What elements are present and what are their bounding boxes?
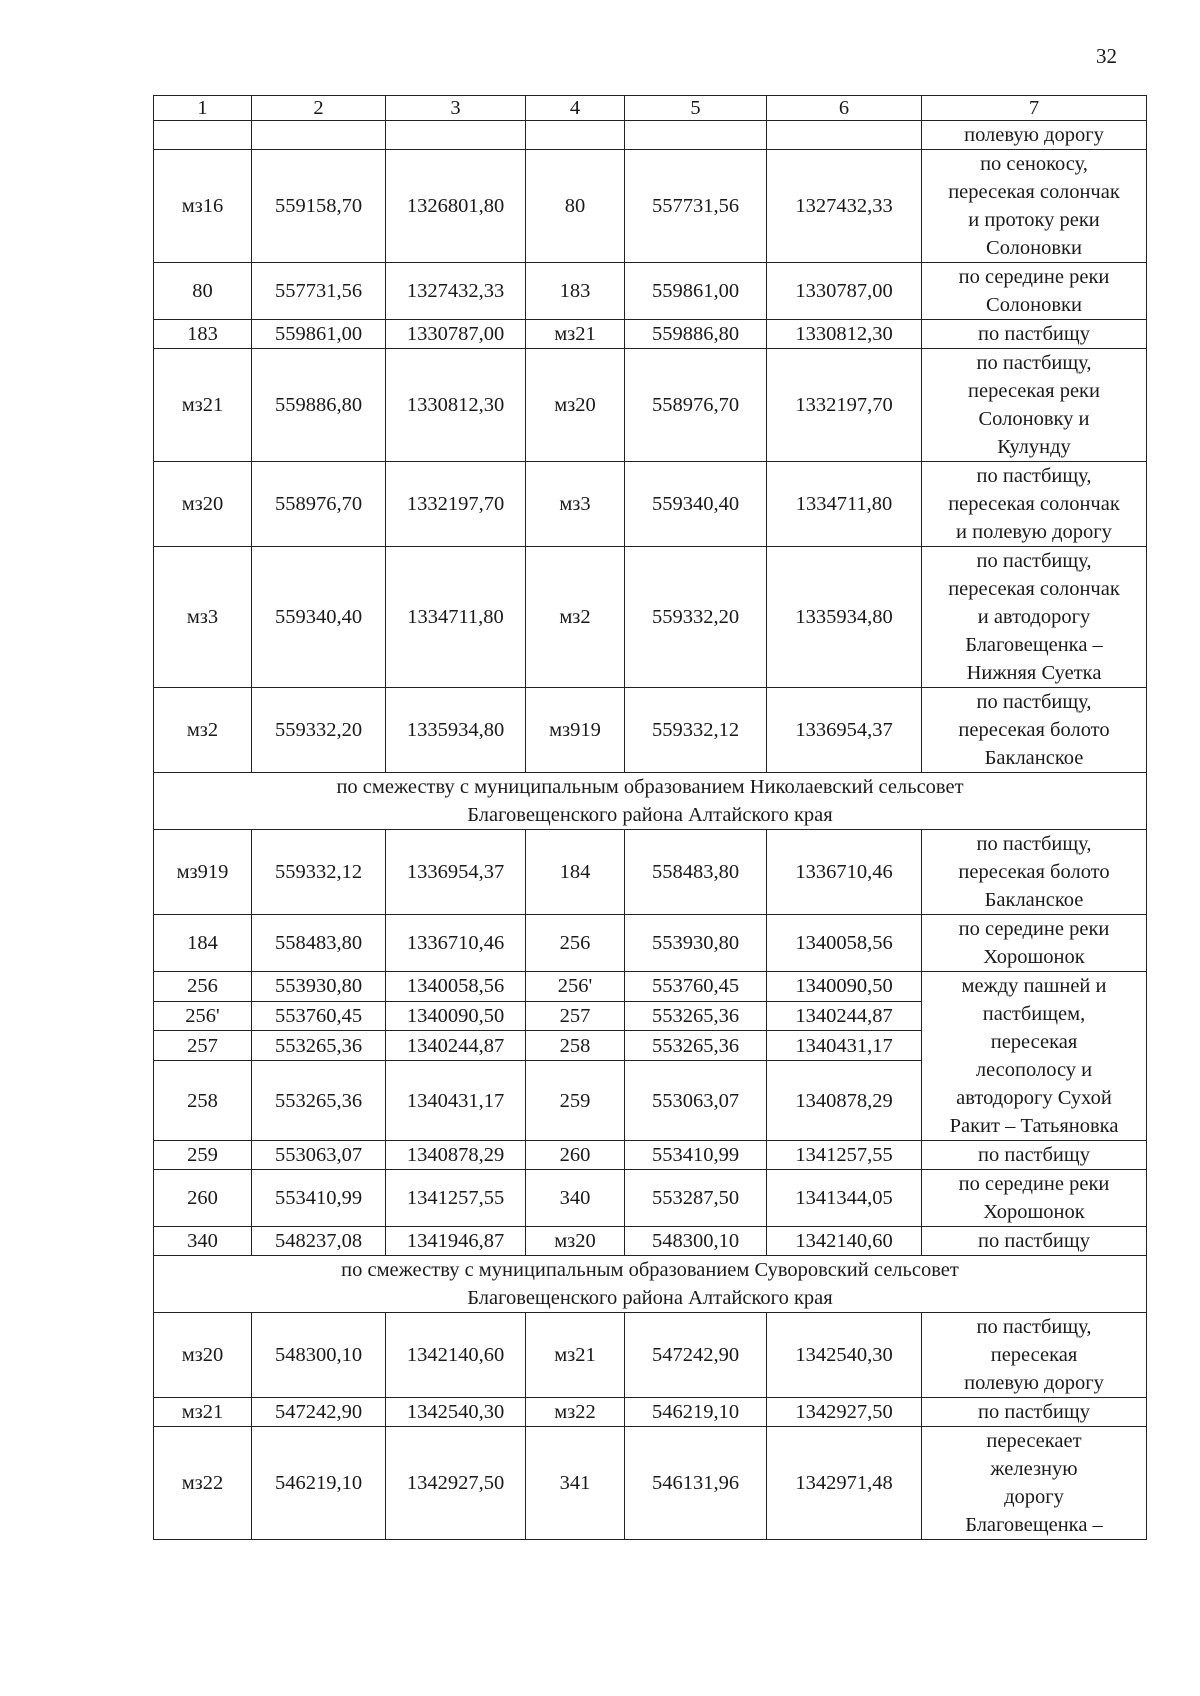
y-from-cell: 1334711,80 — [386, 547, 526, 688]
y-from-cell — [386, 121, 526, 150]
point-to-cell: 258 — [526, 1031, 625, 1061]
y-from-cell: 1340878,29 — [386, 1141, 526, 1170]
point-to-cell: 257 — [526, 1001, 625, 1031]
point-from-cell: мз2 — [154, 688, 252, 773]
description-cell: по пастбищу — [922, 1141, 1147, 1170]
x-from-cell: 553410,99 — [252, 1170, 386, 1227]
x-to-cell: 559861,00 — [625, 263, 767, 320]
x-from-cell: 553265,36 — [252, 1031, 386, 1061]
description-cell: по пастбищу — [922, 320, 1147, 349]
y-to-cell: 1342971,48 — [767, 1427, 922, 1540]
table-row — [154, 1427, 1147, 1540]
x-to-cell: 558976,70 — [625, 349, 767, 462]
y-from-cell: 1336710,46 — [386, 915, 526, 972]
y-from-cell: 1335934,80 — [386, 688, 526, 773]
y-from-cell: 1340431,17 — [386, 1061, 526, 1141]
table-row — [154, 462, 1147, 547]
point-to-cell: мз21 — [526, 1313, 625, 1398]
description-cell: по сенокосу, пересекая солончак и протоку реки Солоновки — [922, 150, 1147, 263]
x-to-cell: 559886,80 — [625, 320, 767, 349]
x-to-cell: 553287,50 — [625, 1170, 767, 1227]
column-header: 1 — [154, 96, 252, 121]
description-cell: по пастбищу, пересекая болото Бакланское — [922, 688, 1147, 773]
x-from-cell: 558976,70 — [252, 462, 386, 547]
x-to-cell: 546131,96 — [625, 1427, 767, 1540]
description-cell: по пастбищу — [922, 1398, 1147, 1427]
point-from-cell: мз22 — [154, 1427, 252, 1540]
x-from-cell: 553265,36 — [252, 1061, 386, 1141]
x-from-cell — [252, 121, 386, 150]
x-to-cell: 559340,40 — [625, 462, 767, 547]
point-from-cell: мз919 — [154, 830, 252, 915]
x-to-cell: 553760,45 — [625, 972, 767, 1002]
point-from-cell: 259 — [154, 1141, 252, 1170]
y-to-cell: 1327432,33 — [767, 150, 922, 263]
x-from-cell: 553930,80 — [252, 972, 386, 1002]
table-header-row — [154, 96, 1147, 121]
x-to-cell: 547242,90 — [625, 1313, 767, 1398]
table-row — [154, 1398, 1147, 1427]
x-from-cell: 559861,00 — [252, 320, 386, 349]
y-from-cell: 1326801,80 — [386, 150, 526, 263]
point-to-cell: мз20 — [526, 349, 625, 462]
column-header: 3 — [386, 96, 526, 121]
description-cell: по пастбищу, пересекая солончак и полевую дорогу — [922, 462, 1147, 547]
point-to-cell: 80 — [526, 150, 625, 263]
point-to-cell: 183 — [526, 263, 625, 320]
y-to-cell: 1332197,70 — [767, 349, 922, 462]
point-to-cell: мз20 — [526, 1227, 625, 1256]
y-from-cell: 1340090,50 — [386, 1001, 526, 1031]
y-to-cell — [767, 121, 922, 150]
y-to-cell: 1341257,55 — [767, 1141, 922, 1170]
point-to-cell: мз21 — [526, 320, 625, 349]
y-to-cell: 1342140,60 — [767, 1227, 922, 1256]
x-to-cell: 559332,12 — [625, 688, 767, 773]
y-from-cell: 1341946,87 — [386, 1227, 526, 1256]
table-row — [154, 150, 1147, 263]
y-to-cell: 1340058,56 — [767, 915, 922, 972]
x-from-cell: 559886,80 — [252, 349, 386, 462]
y-to-cell: 1341344,05 — [767, 1170, 922, 1227]
point-to-cell: 259 — [526, 1061, 625, 1141]
y-from-cell: 1330812,30 — [386, 349, 526, 462]
y-from-cell: 1342927,50 — [386, 1427, 526, 1540]
y-to-cell: 1336954,37 — [767, 688, 922, 773]
x-to-cell: 546219,10 — [625, 1398, 767, 1427]
point-from-cell: 340 — [154, 1227, 252, 1256]
x-to-cell — [625, 121, 767, 150]
point-from-cell: мз20 — [154, 1313, 252, 1398]
point-from-cell: 256 — [154, 972, 252, 1002]
point-from-cell: мз21 — [154, 1398, 252, 1427]
description-cell: по пастбищу, пересекая полевую дорогу — [922, 1313, 1147, 1398]
point-from-cell: 257 — [154, 1031, 252, 1061]
x-from-cell: 559332,20 — [252, 688, 386, 773]
x-to-cell: 558483,80 — [625, 830, 767, 915]
y-from-cell: 1342540,30 — [386, 1398, 526, 1427]
y-to-cell: 1340431,17 — [767, 1031, 922, 1061]
point-from-cell: 260 — [154, 1170, 252, 1227]
point-from-cell: 80 — [154, 263, 252, 320]
description-cell: по середине реки Хорошонок — [922, 1170, 1147, 1227]
y-from-cell: 1327432,33 — [386, 263, 526, 320]
y-from-cell: 1340244,87 — [386, 1031, 526, 1061]
description-cell: по пастбищу, пересекая реки Солоновку и Кулунду — [922, 349, 1147, 462]
x-to-cell: 553410,99 — [625, 1141, 767, 1170]
y-to-cell: 1336710,46 — [767, 830, 922, 915]
page-number: 32 — [1096, 44, 1117, 68]
x-from-cell: 558483,80 — [252, 915, 386, 972]
description-cell: пересекает железную дорогу Благовещенка – — [922, 1427, 1147, 1540]
table-row — [154, 1141, 1147, 1170]
point-from-cell: мз20 — [154, 462, 252, 547]
table-row — [154, 320, 1147, 349]
x-to-cell: 557731,56 — [625, 150, 767, 263]
table-row — [154, 830, 1147, 915]
column-header: 2 — [252, 96, 386, 121]
point-to-cell: 341 — [526, 1427, 625, 1540]
x-from-cell: 559340,40 — [252, 547, 386, 688]
table-row — [154, 349, 1147, 462]
point-to-cell: мз919 — [526, 688, 625, 773]
x-from-cell: 557731,56 — [252, 263, 386, 320]
point-to-cell: мз22 — [526, 1398, 625, 1427]
column-header: 7 — [922, 96, 1147, 121]
y-to-cell: 1340878,29 — [767, 1061, 922, 1141]
point-to-cell: мз3 — [526, 462, 625, 547]
point-to-cell: 340 — [526, 1170, 625, 1227]
section-row — [154, 773, 1147, 830]
description-cell: между пашней и пастбищем, пересекая лесополосу и автодорогу Сухой Ракит – Татьяновка — [922, 972, 1147, 1141]
point-from-cell: 256' — [154, 1001, 252, 1031]
x-from-cell: 553063,07 — [252, 1141, 386, 1170]
y-from-cell: 1330787,00 — [386, 320, 526, 349]
x-to-cell: 553265,36 — [625, 1001, 767, 1031]
section-heading: по смежеству с муниципальным образованием Николаевский сельсовет Благовещенского района Алтайского края — [154, 773, 1147, 830]
y-to-cell: 1340090,50 — [767, 972, 922, 1002]
point-to-cell — [526, 121, 625, 150]
description-cell: по пастбищу — [922, 1227, 1147, 1256]
x-from-cell: 559158,70 — [252, 150, 386, 263]
description-cell: по середине реки Хорошонок — [922, 915, 1147, 972]
point-from-cell: мз16 — [154, 150, 252, 263]
point-from-cell: 258 — [154, 1061, 252, 1141]
y-from-cell: 1332197,70 — [386, 462, 526, 547]
x-to-cell: 553063,07 — [625, 1061, 767, 1141]
boundary-table — [153, 95, 1147, 1540]
y-to-cell: 1340244,87 — [767, 1001, 922, 1031]
section-row — [154, 1256, 1147, 1313]
table-row — [154, 972, 1147, 1002]
point-from-cell: мз3 — [154, 547, 252, 688]
description-cell: полевую дорогу — [922, 121, 1147, 150]
table-row — [154, 688, 1147, 773]
point-to-cell: 256' — [526, 972, 625, 1002]
description-cell: по пастбищу, пересекая болото Бакланское — [922, 830, 1147, 915]
table-row — [154, 1170, 1147, 1227]
point-from-cell: мз21 — [154, 349, 252, 462]
table-row — [154, 915, 1147, 972]
x-to-cell: 553930,80 — [625, 915, 767, 972]
x-from-cell: 548237,08 — [252, 1227, 386, 1256]
table-row — [154, 1313, 1147, 1398]
y-to-cell: 1335934,80 — [767, 547, 922, 688]
x-from-cell: 553760,45 — [252, 1001, 386, 1031]
point-from-cell — [154, 121, 252, 150]
column-header: 6 — [767, 96, 922, 121]
description-cell: по середине реки Солоновки — [922, 263, 1147, 320]
x-to-cell: 559332,20 — [625, 547, 767, 688]
column-header: 5 — [625, 96, 767, 121]
description-cell: по пастбищу, пересекая солончак и автодорогу Благовещенка – Нижняя Суетка — [922, 547, 1147, 688]
y-from-cell: 1341257,55 — [386, 1170, 526, 1227]
point-to-cell: 256 — [526, 915, 625, 972]
column-header: 4 — [526, 96, 625, 121]
section-heading: по смежеству с муниципальным образованием Суворовский сельсовет Благовещенского района Алтайского края — [154, 1256, 1147, 1313]
y-from-cell: 1340058,56 — [386, 972, 526, 1002]
point-to-cell: 260 — [526, 1141, 625, 1170]
x-from-cell: 547242,90 — [252, 1398, 386, 1427]
point-to-cell: 184 — [526, 830, 625, 915]
x-from-cell: 548300,10 — [252, 1313, 386, 1398]
y-to-cell: 1330787,00 — [767, 263, 922, 320]
point-from-cell: 184 — [154, 915, 252, 972]
y-to-cell: 1330812,30 — [767, 320, 922, 349]
point-from-cell: 183 — [154, 320, 252, 349]
y-from-cell: 1342140,60 — [386, 1313, 526, 1398]
x-to-cell: 553265,36 — [625, 1031, 767, 1061]
x-from-cell: 546219,10 — [252, 1427, 386, 1540]
table-row — [154, 547, 1147, 688]
y-to-cell: 1342540,30 — [767, 1313, 922, 1398]
y-from-cell: 1336954,37 — [386, 830, 526, 915]
table-row — [154, 121, 1147, 150]
table-row — [154, 1227, 1147, 1256]
table-row — [154, 263, 1147, 320]
y-to-cell: 1334711,80 — [767, 462, 922, 547]
point-to-cell: мз2 — [526, 547, 625, 688]
x-from-cell: 559332,12 — [252, 830, 386, 915]
x-to-cell: 548300,10 — [625, 1227, 767, 1256]
y-to-cell: 1342927,50 — [767, 1398, 922, 1427]
